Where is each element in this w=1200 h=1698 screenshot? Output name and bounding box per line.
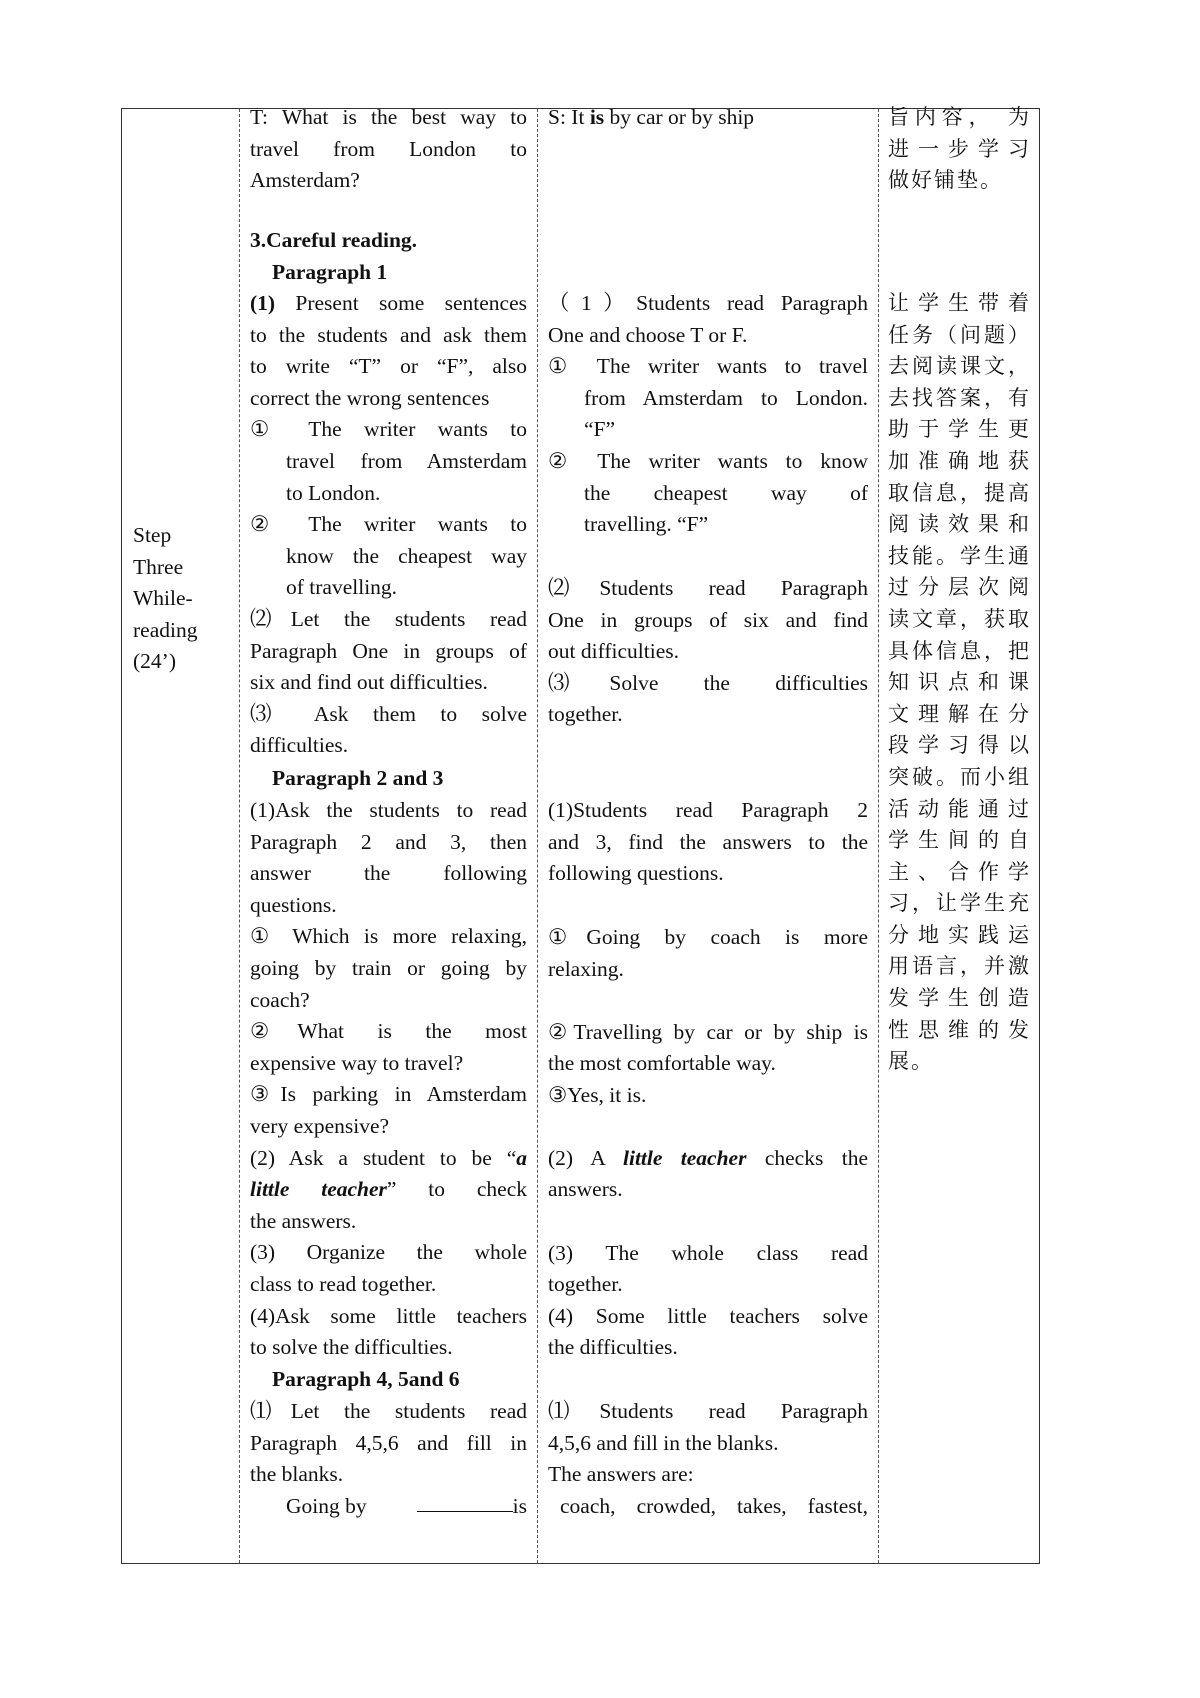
teacher-intro: T: What is the best way to travel from London to Amsterdam? — [250, 105, 527, 193]
student-activities-column — [537, 105, 878, 1563]
student-p23-answers: ①Going by coach is more relaxing. — [548, 925, 868, 981]
step-line: Step — [133, 523, 172, 547]
student-p456-activities: ⑴Students read Paragraph 4,5,6 and fill in the blanks. The answers are: coach, crowded, takes, fastest, — [548, 1399, 868, 1518]
paragraph-1-title: Paragraph 1 — [272, 260, 388, 284]
student-p23-answers-2: ②Travelling by car or by ship is the most comfortable way. ③Yes, it is. — [548, 1019, 868, 1107]
answer-blank — [417, 1491, 513, 1512]
paragraph-2-3-title: Paragraph 2 and 3 — [272, 766, 444, 790]
careful-reading-heading: 3.Careful reading. — [250, 228, 418, 252]
student-little-teacher: (2) A little teacher checks the answers. — [548, 1145, 868, 1202]
step-line: Three — [133, 554, 184, 579]
teacher-p456-tasks: ⑴Let the students read Paragraph 4,5,6 and fill in the blanks. Going by is — [250, 1396, 527, 1522]
step-line: (24’) — [133, 649, 176, 674]
fill-blank-line: Going by is — [250, 1491, 527, 1523]
paragraph-4-5-6-title: Paragraph 4, 5and 6 — [272, 1367, 460, 1391]
step-line: reading — [133, 617, 198, 642]
teacher-p23-tasks: (1)Ask the students to read Paragraph 2 and 3, then answer the following questions. ① Which is more relaxing, going by train or going by coach? ②What is the most expensive way to travel? ③Is parking in Amsterdam very expensive? (2) Ask a student to be “a little teacher” to check the answers. (3) Organize the whole class to read together. (4)Ask some little teachers to solve the difficulties. — [250, 798, 527, 1360]
step-label — [133, 520, 233, 678]
lesson-plan-table — [121, 105, 1040, 1564]
student-intro: S: It is by car or by ship — [548, 105, 755, 129]
step-line: While- — [133, 586, 193, 611]
student-p23-activities: (1)Students read Paragraph 2 and 3, find the answers to the following questions. — [548, 798, 868, 886]
teacher-activities-column — [239, 105, 537, 1563]
step-column — [122, 109, 239, 1563]
student-class-read: (3) The whole class read together. (4) Some little teachers solve the difficulties. — [548, 1240, 868, 1360]
student-p1-group-work: ⑵Students read Paragraph One in groups of six and find out difficulties. ⑶Solve the difficulties together. — [548, 576, 868, 727]
purpose-main: 让学生带着 任务（问题） 去阅读课文， 去找答案，有 助于学生更 加准确地获 取信息，提高 阅读效果和 技能。学生通 过分层次阅 读文章，获取 具体信息，把 知识点和课 文理解在分 段学习得以 突破。而小组 活动能通过 学生间的自 主、合作学 习，让学生充 分地实践运 用语言，并激 发学生创造 性思维的发 展。 — [888, 291, 1031, 1074]
purpose-top: 旨内容， 为 进一步学习 做好铺垫。 — [888, 105, 1031, 193]
design-purpose-column — [878, 105, 1041, 1563]
student-p1-activities: （1）Students read Paragraph One and choose T or F. ① The writer wants to travel from Amsterdam to London. “F” ② The writer wants to know the cheapest way of travelling. “F” — [548, 291, 868, 537]
teacher-p1-task: (1) Present some sentences to the students and ask them to write “T” or “F”, also correct the wrong sentences ① The writer wants to travel from Amsterdam to London. ② The writer wants to know the cheapest way of travelling. ⑵Let the students read Paragraph One in groups of six and find out difficulties. ⑶ Ask them to solve difficulties. — [250, 291, 528, 758]
